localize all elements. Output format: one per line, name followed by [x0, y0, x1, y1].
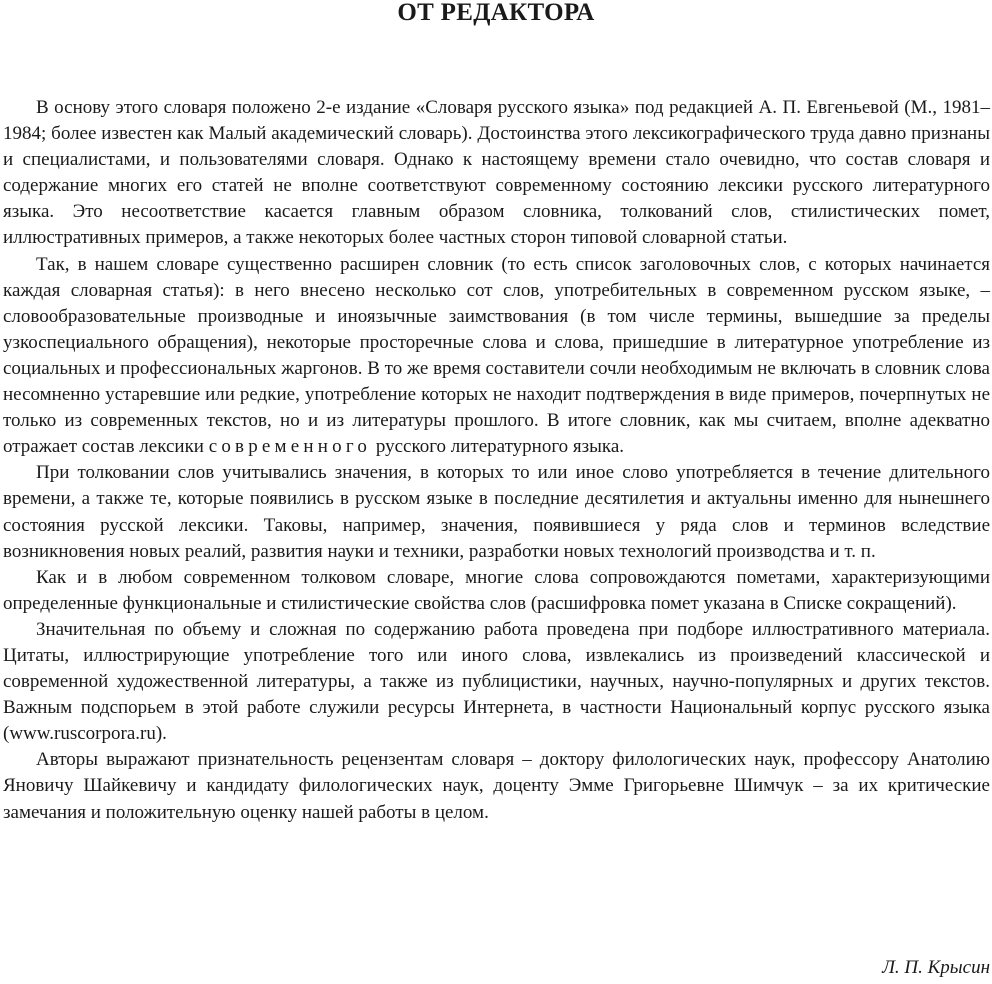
paragraph-4: Как и в любом современном толковом словаре, многие слова сопровождаются пометами, характеризующими определенные функциональные и стилистические свойства слов (расшифровка помет указана в Списке сокращений).: [3, 566, 990, 614]
editor-foreword-body: [3, 95, 990, 826]
paragraph-2: [3, 252, 990, 461]
paragraph-6: Авторы выражают признательность рецензентам словаря – доктору филологических наук, профессору Анатолию Яновичу Шайкевичу и кандидату филологических наук, доценту Эмме Григорьевне Шимчук – за их критические замечания и положительную оценку нашей работы в целом.: [3, 749, 990, 823]
paragraph-3: При толковании слов учитывались значения, в которых то или иное слово употребляется в течение длительного времени, а также те, которые появились в русском языке в последние десятилетия и актуальны именно для нынешнего состояния русской лексики. Таковы, например, значения, появившиеся у ряда слов и терминов вследствие возникновения новых реалий, развития науки и техники, разработки новых технологий производства и т. п.: [3, 462, 990, 562]
paragraph-5: Значительная по объему и сложная по содержанию работа проведена при подборе иллюстративного материала. Цитаты, иллюстрирующие употребление того или иного слова, извлекались из произведений классической и современной художественной литературы, а также из публицистики, научных, научно-популярных и других текстов. Важным подспорьем в этой работе служили ресурсы Интернета, в частности Национальный корпус русского языка (www.ruscorpora.ru).: [3, 618, 990, 745]
paragraph-2-emphasis: современного: [208, 436, 372, 458]
page-title: ОТ РЕДАКТОРА: [397, 0, 595, 26]
paragraph-2-tail: русского литературного языка.: [371, 436, 625, 458]
paragraph-2-main: Так, в нашем словаре существенно расширен словник (то есть список заголовочных слов, с которых начинается каждая словарная статья): в него внесено несколько сот слов, употребительных в современном русском языке, – словообразовательные производные и иноязычные заимствования (в том числе термины, вышедшие за пределы узкоспециального обращения), некоторые просторечные слова и слова, пришедшие в литературное употребление из социальных и профессиональных жаргонов. В то же время составители сочли необходимым не включать в словник слова несомненно устаревшие или редкие, употребление которых не находит подтверждения в виде примеров, почерпнутых не только из современных текстов, но и из литературы прошлого. В итоге словник, как мы считаем, вполне адекватно отражает состав лексики: [3, 253, 990, 458]
paragraph-1: В основу этого словаря положено 2-е издание «Словаря русского языка» под редакцией А. П. Евгеньевой (М., 1981–1984; более известен как Малый академический словарь). Достоинства этого лексикографического труда давно признаны и специалистами, и пользователями словаря. Однако к настоящему времени стало очевидно, что состав словаря и содержание многих его статей не вполне соответствуют современному состоянию лексики русского литературного языка. Это несоответствие касается главным образом словника, толкований слов, стилистических помет, иллюстративных примеров, а также некоторых более частных сторон типовой словарной статьи.: [3, 97, 990, 249]
author-signature: Л. П. Крысин: [882, 957, 990, 978]
